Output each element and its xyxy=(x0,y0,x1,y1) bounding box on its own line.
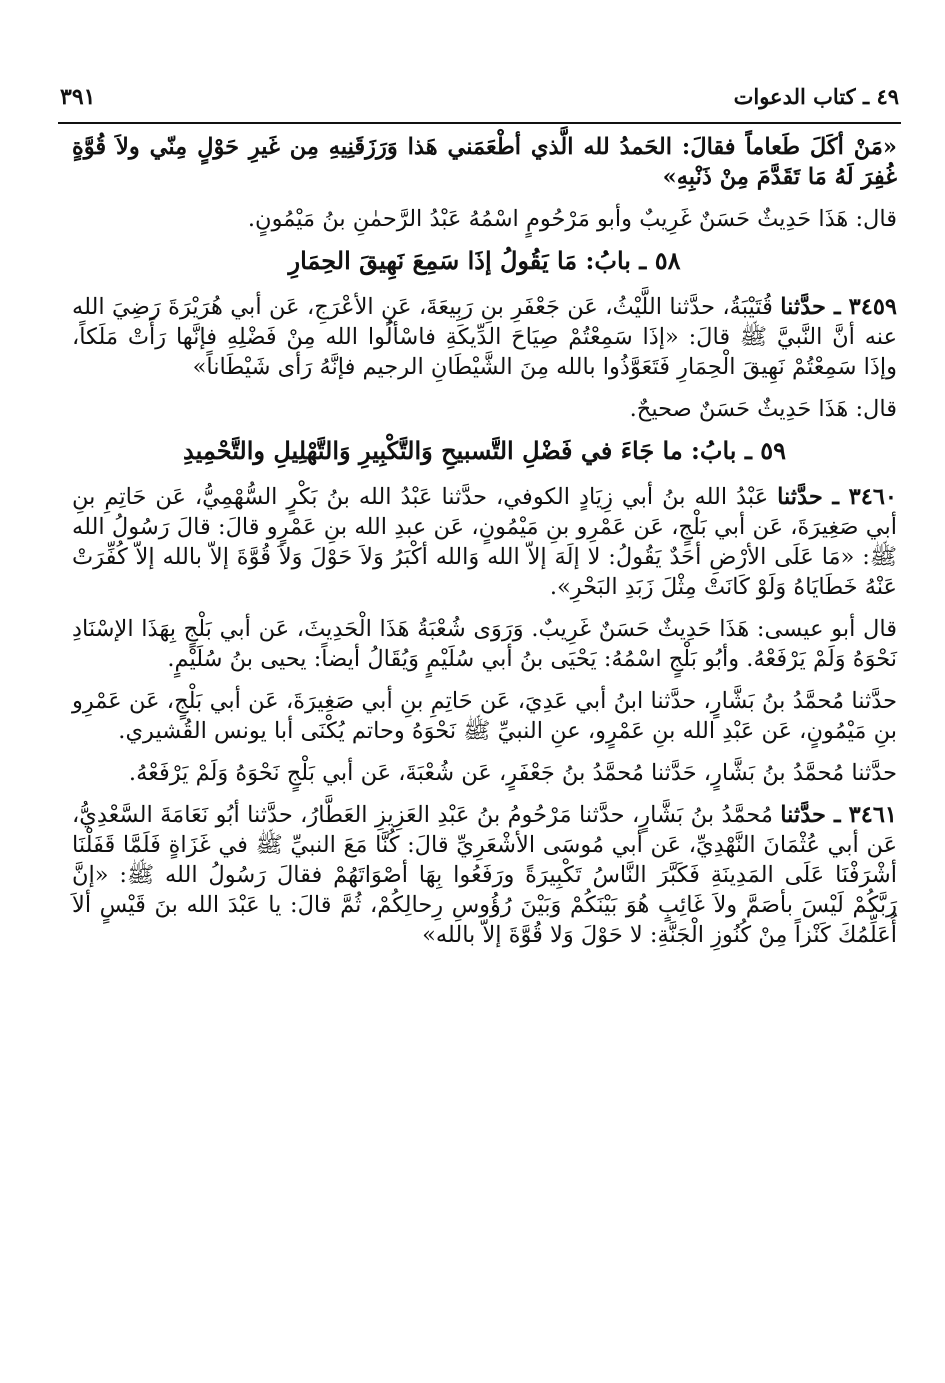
hadith-paragraph xyxy=(72,292,897,382)
hadith-text: «مَنْ أكَلَ طَعاماً فقالَ: الحَمدُ لله الَّذي أطْعَمَني هَذا وَرَزَقَنِيهِ مِن غَيرِ حَوْلٍ مِنّي ولاَ قُوَّةٍ غُفِرَ لَهُ مَا تَقَدَّمَ مِنْ ذَنْبِهِ» xyxy=(72,134,897,190)
chapter-title: ٤٩ ـ كتاب الدعوات xyxy=(733,84,899,109)
hadith-body: عَبْدُ الله بنُ أبي زِيَادٍ الكوفي، حدَّثنا عَبْدُ الله بنُ بَكْرٍ السُّهْمِيُّ، عَن حَاتِمِ بنِ أبي صَغِيرَةَ، عَن أبي بَلْجٍ، عَن عَمْرِو بنِ مَيْمُونٍ، عَن عبدِ الله بنِ عَمْرٍو قالَ: قالَ رَسُولُ الله ﷺ: «مَا عَلَى الأرْضِ أحَدٌ يَقُولُ: لا إلَهَ إلاّ الله وَالله أكْبَرُ وَلاَ حَوْلَ وَلاَ قُوَّةَ إلاّ بالله إلاّ كُفِّرَتْ عَنْهُ خَطَايَاهُ وَلَوْ كَانَتْ مِثْلَ زَبَدِ البَحْرِ». xyxy=(72,484,897,600)
chain-paragraph: حدَّثنا مُحمَّدُ بنُ بَشَّارٍ، حَدَّثنا مُحمَّدُ بنُ جَعْفَرٍ، عَن شُعْبَةَ، عَن أبي بَلْجٍ نَحْوَهُ وَلَمْ يَرْفَعْهُ. xyxy=(128,760,897,786)
hadith-number: ٣٤٥٩ ـ حدَّثنا xyxy=(780,294,898,320)
hadith-paragraph xyxy=(72,482,897,602)
hadith-number: ٣٤٦٠ ـ حدَّثنا xyxy=(777,484,898,510)
chain-paragraph: حدَّثنا مُحمَّدُ بنُ بَشَّارٍ، حدَّثنا ابنُ أبي عَدِيَ، عَن حَاتِمِ بنِ أبي صَغِيرَةَ، عَن أبي بَلْجٍ، عَن عَمْرِو بنِ مَيْمُونٍ، عَن عَبْدِ الله بنِ عَمْرٍو، عنِ النبيِّ ﷺ نَحْوَهُ وحاتم يُكْنَى أبا يونس القُشيري. xyxy=(72,688,897,744)
section-heading: ٥٨ ـ بابُ: مَا يَقُولُ إذَا سَمِعَ نَهِيقَ الحِمَارِ xyxy=(288,246,681,275)
section-heading: ٥٩ ـ بابُ: ما جَاءَ في فَضْلِ التَّسبيحِ وَالتَّكْبِيرِ وَالتَّهْلِيلِ والتَّحْمِيدِ xyxy=(182,436,786,465)
commentary-paragraph: قال: هَذَا حَدِيثٌ حَسَنٌ صحيحٌ. xyxy=(629,396,897,422)
hadith-number: ٣٤٦١ ـ حدَّثنا xyxy=(780,802,898,828)
hadith-body: قُتَيْبَةُ، حدَّثنا اللَّيْثُ، عَن جَعْفَرِ بنِ رَبِيعَةَ، عَنِ الأعْرَجِ، عَن أبي هُرَيْرَةَ رَضِيَ الله عنه أنَّ النَّبيَّ ﷺ قالَ: «إذَا سَمِعْتُمْ صِيَاحَ الدِّيكَةِ فاسْألُوا الله مِنْ فَضْلِهِ فإنَّها رَأَتْ مَلَكاً، وإذَا سَمِعْتُمْ نَهِيقَ الْحِمَارِ فَتَعَوَّذُوا بالله مِنَ الشَّيْطَانِ الرجيم فإنَّهُ رَأى شَيْطَاناً» xyxy=(72,294,897,380)
header-divider xyxy=(58,122,901,124)
page-number: ٣٩١ xyxy=(60,84,96,110)
commentary-paragraph: قال: هَذَا حَدِيثٌ حَسَنٌ غَرِيبٌ وأبو مَرْحُومٍ اسْمُهُ عَبْدُ الرَّحمٰنِ بنُ مَيْمُونٍ. xyxy=(247,206,897,232)
page-header xyxy=(60,84,899,120)
hadith-paragraph xyxy=(72,800,897,950)
commentary-paragraph: قال أبو عيسى: هَذَا حَدِيثٌ حَسَنٌ غَرِيبٌ. وَرَوَى شُعْبَةُ هَذَا الْحَدِيثَ، عَن أبي بَلْجٍ بِهَذَا الإسْنَادِ نَحْوَهُ وَلَمْ يَرْفَعْهُ. وأبُو بَلْجٍ اسْمُهُ: يَحْيَى بنُ أبي سُلَيْمٍ وَيُقَالُ أيضاً: يحيى بنُ سُلَيْمٍ. xyxy=(72,616,897,672)
hadith-body: مُحمَّدُ بنُ بَشَّارٍ، حدَّثنا مَرْحُومُ بنُ عَبْدِ العَزِيزِ العَطَّارُ، حدَّثنا أبُو نَعَامَةَ السَّعْدِيُّ، عَن أبي عُثْمَانَ النَّهْدِيِّ، عَن أبي مُوسَى الأشْعَرِيِّ قالَ: كُنَّا مَعَ النبيِّ ﷺ في غَزَاةٍ فَلَمَّا قَفَلْنَا أشْرَفْنَا عَلَى المَدِينَةِ فَكَبَّرَ النَّاسُ تَكْبِيرَةً ورَفَعُوا بِهَا أصْوَاتَهُمْ فقالَ رَسُولُ الله ﷺ: «إنَّ رَبَّكُمْ لَيْسَ بأصَمَّ ولاَ غَائِبٍ هُوَ بَيْنَكُمْ وَبَيْنَ رُؤُوسِ رِحالِكُمْ، ثُمَّ قالَ: يا عَبْدَ الله بنَ قَيْسٍ ألاَ أُعَلِّمُكَ كَنْزاً مِنْ كُنُوزِ الْجَنَّةِ: لا حَوْلَ وَلا قُوَّةَ إلاّ بالله» xyxy=(72,802,897,948)
page-body xyxy=(72,132,897,962)
